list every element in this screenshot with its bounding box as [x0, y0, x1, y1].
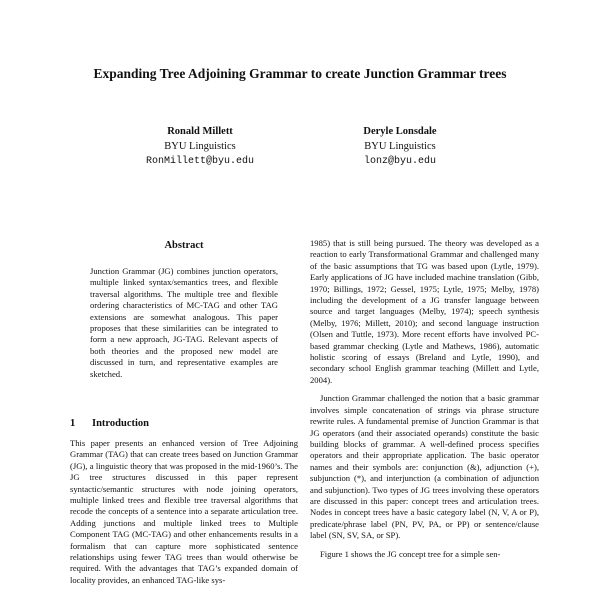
author-affiliation: BYU Linguistics [164, 141, 236, 152]
abstract-heading: Abstract [164, 240, 204, 251]
body-paragraph: This paper presents an enhanced version of Tree Adjoining Grammar (TAG) that can create trees based on Junction Grammar (JG), a linguistic theory that was proposed in the mid-1960’s. The JG tree structures discussed in this paper represent syntactic/semantic structures with node joining operators, multiple linked trees and flexible tree traversal algorithms that recode the concepts of a sentence into a separate articulation tree. Adding junctions and multiple linked trees to Multiple Component TAG (MC-TAG) and other enhancements results in a formalism that can capture more sophisticated sentence relationships using fewer TAG trees than would otherwise be required. With the advantages that TAG’s expanded domain of locality provides, an enhanced TAG-like sys- [70, 438, 298, 585]
body-paragraph: Figure 1 shows the JG concept tree for a simple sen- [320, 548, 501, 559]
author-block-1 [100, 124, 300, 169]
paper-title: Expanding Tree Adjoining Grammar to create Junction Grammar trees [93, 66, 507, 81]
author-name: Ronald Millett [167, 126, 233, 137]
section-title: Introduction [92, 418, 149, 429]
body-paragraph: Junction Grammar challenged the notion that a basic grammar involves simple concatenation of strings via phrase structure rewrite rules. A fundamental premise of Junction Grammar is that JG operators (and their associated operands) constitute the basic building blocks of grammar. A well-defined process specifies operators and their appropriate application. The basic operator names and their symbols are: conjunction (&), adjunction (+), subjunction (*), and interjunction (a combination of adjunction and subjunction). Two types of JG trees involving these operators are discussed in this paper: concept trees and articulation trees. Nodes in concept trees have a basic category label (N, V, A or P), predicate/phrase label (PN, PV, PA, or PP) or sentence/clause label (SN, SV, SA, or SP). [310, 393, 539, 541]
body-paragraph: 1985) that is still being pursued. The theory was developed as a reaction to early Transformational Grammar and challenged many of the basic assumptions that TG was based upon (Lytle, 1979). Early applications of JG have included machine translation (Gibb, 1970; Billings, 1972; Gessel, 1975; Lytle, 1975; Melby, 1978) including the development of a JG transfer language between source and target languages (Melby, 1974); speech synthesis (Melby, 1976; Millett, 2010); and second language instruction (Olsen and Tuttle, 1973). More recent efforts have involved PC-based grammar checking (Lytle and Mathews, 1986), automatic holistic scoring of essays (Breland and Lytle, 1990), and secondary school English grammar teaching (Millett and Lytle, 2004). [310, 238, 539, 385]
abstract-text [90, 266, 278, 380]
abstract-paragraph: Junction Grammar (JG) combines junction operators, multiple linked syntax/semantics trees, and flexible traversal algorithms. The multiple tree and flexible ordering characteristics of MC-TAG and other TAG extensions are somewhat analogous. This paper proposes that these similarities can be integrated to form a new approach, JG-TAG. Relevant aspects of both theories and the proposed new model are discussed in turn, and representative examples are sketched. [90, 266, 278, 379]
author-email: lonz@byu.edu [363, 156, 436, 167]
section-number: 1 [70, 418, 76, 429]
section-heading [70, 418, 298, 429]
author-block-2 [300, 124, 500, 169]
author-name: Deryle Lonsdale [363, 126, 437, 137]
left-column-body [70, 438, 298, 586]
author-email: RonMillett@byu.edu [145, 156, 255, 167]
author-affiliation: BYU Linguistics [364, 141, 436, 152]
right-column-body [310, 238, 539, 560]
